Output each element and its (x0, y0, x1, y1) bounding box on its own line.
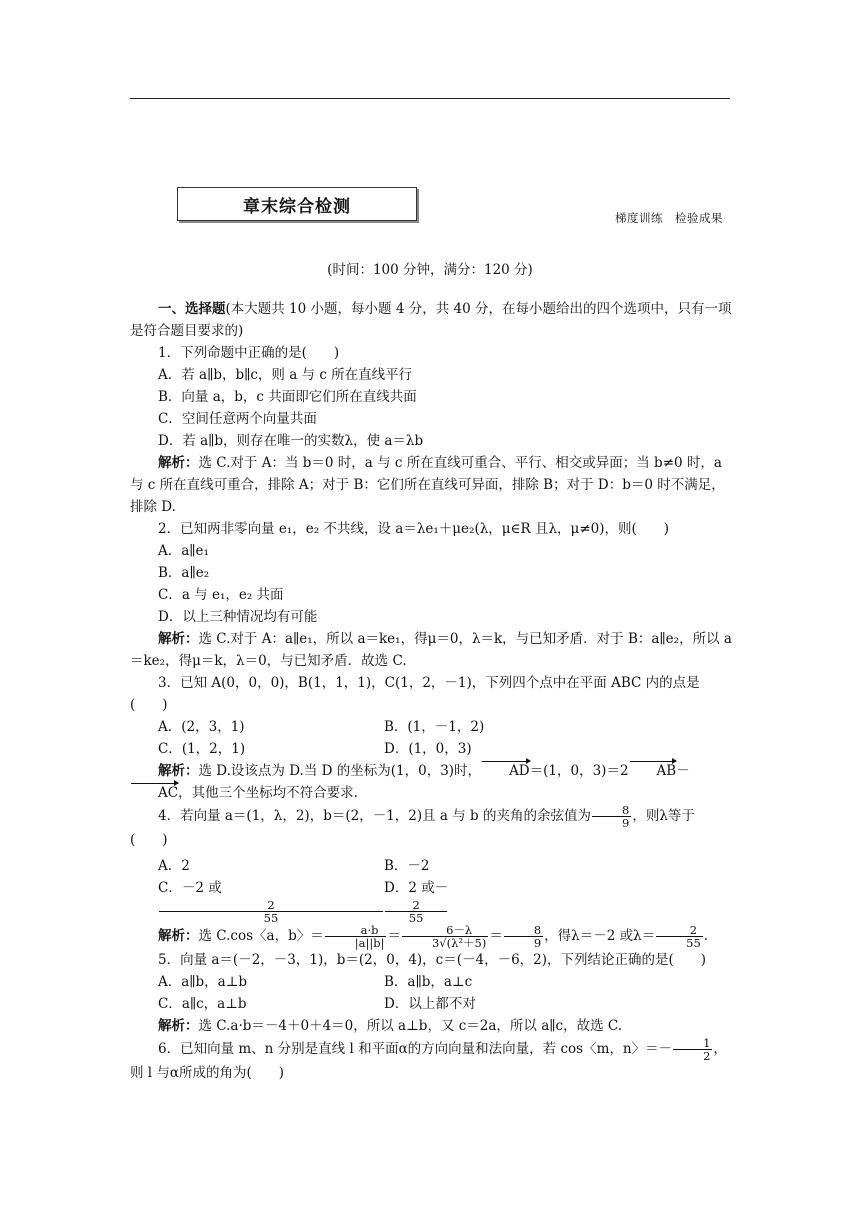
q3-analysis (130, 760, 732, 804)
q6-stem-part-1: 6．已知向量 m、n 分别是直线 l 和平面α的方向向量和法向量，若 cos〈m，n〉＝－ (158, 1041, 673, 1057)
q4-option-b: B．－2 (384, 858, 430, 874)
q4-options-row-2 (130, 877, 732, 924)
q1-option-b: B．向量 a，b，c 共面即它们所在直线共面 (158, 389, 417, 405)
q1-analysis-label: 解析： (158, 455, 199, 471)
section-intro-text: (本大题共 10 小题，每小题 4 分，共 40 分，在每小题给出的四个选项中，只有一项是符合题目要求的) (130, 301, 732, 339)
q5-option-d: D．以上都不对 (384, 996, 476, 1012)
q5-stem: 5．向量 a＝(－2，－3，1)，b＝(2，0，4)，c＝(－4，－6，2)，下列结论正确的是( ) (158, 952, 707, 968)
q3-analysis-part-3: － (676, 763, 690, 779)
fraction-denominator: 55 (686, 936, 701, 950)
fraction-numerator: 1 (673, 1037, 712, 1050)
q2-stem: 2．已知两非零向量 e₁，e₂ 不共线，设 a＝λe₁＋μe₂(λ，μ∈R 且λ，μ≠0)，则( ) (158, 521, 670, 537)
q3-options-row-2 (130, 738, 732, 760)
q3-option-b: B．(1，－1，2) (384, 719, 485, 735)
fraction-denominator: 55 (263, 911, 279, 925)
q3-option-a: A．(2，3，1) (158, 719, 245, 735)
q3-option-d: D．(1，0，3) (384, 741, 472, 757)
q2-analysis-text: 选 C.对于 A：a∥e₁，所以 a＝ke₁，得μ＝0，λ＝k，与已知矛盾．对于 B：a∥e₂，所以 a＝ke₂，得μ＝k，λ＝0，与已知矛盾．故选 C. (130, 631, 732, 669)
chapter-title (177, 187, 417, 221)
q4-stem-part-2: ，则λ等于( ) (130, 808, 695, 848)
q4-analysis-end: . (703, 928, 709, 944)
q5-option-b: B．a∥b，a⊥c (384, 974, 473, 990)
chapter-title-text: 章末综合检测 (243, 196, 351, 217)
vector-ab: AB (629, 760, 677, 782)
q4-stem-part-1: 4．若向量 a＝(1，λ，2)，b＝(2，－1，2)且 a 与 b 的夹角的余弦值为 (158, 808, 591, 824)
q4-analysis-fraction-1 (325, 924, 387, 949)
q4-analysis (130, 924, 732, 949)
chapter-subtitle: 梯度训练 检验成果 (615, 211, 723, 225)
q1-option-c: C．空间任意两个向量共面 (158, 411, 317, 427)
section-intro (130, 298, 732, 342)
q4-options-row-1 (130, 855, 732, 877)
q2-option-c: C．a 与 e₁，e₂ 共面 (158, 587, 284, 603)
q5-options-row-1 (130, 971, 732, 993)
q6-stem (130, 1037, 732, 1084)
fraction-denominator: 9 (622, 816, 630, 830)
section-heading: 一、选择题 (158, 301, 226, 317)
fraction-numerator: 2 (385, 899, 447, 912)
q5-options-row-2 (130, 993, 732, 1015)
q4-analysis-part-2: ，得λ＝－2 或λ＝ (544, 928, 656, 944)
vector-ac: AC (130, 782, 178, 804)
q4-option-c-text: C．－2 或 (158, 880, 222, 896)
fraction-numerator: 2 (656, 924, 703, 937)
fraction-numerator: 2 (159, 899, 383, 912)
q4-analysis-label: 解析： (158, 928, 199, 944)
q1-option-a: A．若 a∥b，b∥c，则 a 与 c 所在直线平行 (158, 367, 413, 383)
q2-analysis (130, 628, 732, 672)
q6-stem-fraction (673, 1037, 712, 1062)
q5-analysis (130, 1015, 732, 1037)
q4-analysis-part-1: 选 C.cos〈a，b〉＝ (198, 928, 324, 944)
time-info: (时间：100 分钟，满分：120 分) (327, 262, 533, 278)
q5-analysis-text: 选 C.a·b＝－4＋0＋4＝0，所以 a⊥b，又 c＝2a，所以 a∥c，故选 C. (198, 1018, 623, 1034)
q6-stem-part-2: ，则 l 与α所成的角为( ) (130, 1041, 727, 1081)
q3-analysis-part-2: ＝(1，0，3)＝2 (529, 763, 629, 779)
q2-option-d: D．以上三种情况均有可能 (158, 609, 318, 625)
q2-option-a: A．a∥e₁ (158, 543, 209, 559)
q3-analysis-part-4: ，其他三个坐标均不符合要求. (178, 785, 358, 801)
fraction-denominator: 2 (703, 1049, 711, 1063)
q5-analysis-label: 解析： (158, 1018, 199, 1034)
q4-option-c-fraction (159, 899, 383, 924)
q1-analysis-text: 选 C.对于 A：当 b＝0 时，a 与 c 所在直线可重合、平行、相交或异面；当 b≠0 时，a 与 c 所在直线可重合，排除 A；对于 B：它们所在直线可异面，排除 B；对于 D：b＝0 时不满足，排除 D. (130, 455, 725, 515)
q4-stem (130, 804, 732, 851)
q4-analysis-fraction-2 (402, 924, 488, 949)
q4-analysis-fraction-4 (656, 924, 703, 949)
q1-analysis (130, 452, 732, 518)
fraction-denominator: 9 (533, 936, 542, 950)
fraction-numerator: a·b (325, 924, 387, 937)
q5-option-a: A．a∥b，a⊥b (158, 974, 248, 990)
fraction-numerator: 8 (592, 804, 631, 817)
q1-stem: 1．下列命题中正确的是( ) (158, 345, 340, 361)
fraction-numerator: 6－λ (402, 924, 488, 937)
q4-analysis-fraction-3 (504, 924, 543, 949)
equals-sign: ＝ (387, 928, 401, 944)
q4-option-d (384, 877, 448, 924)
q4-option-d-text: D．2 或－ (384, 880, 449, 896)
q4-option-c (158, 877, 384, 924)
q3-options-row-1 (130, 716, 732, 738)
q3-option-c: C．(1，2，1) (158, 741, 246, 757)
vector-ad: AD (481, 760, 530, 782)
fraction-denominator: 3√(λ²＋5) (431, 936, 487, 950)
fraction-numerator: 8 (504, 924, 543, 937)
exam-content (130, 298, 732, 1084)
q3-stem: 3．已知 A(0，0，0)，B(1，1，1)，C(1，2，－1)，下列四个点中在平面 ABC 内的点是( ) (130, 675, 700, 713)
q2-analysis-label: 解析： (158, 631, 199, 647)
q3-analysis-label: 解析： (158, 763, 199, 779)
header-rule (130, 98, 730, 99)
q5-option-c: C．a∥c，a⊥b (158, 996, 247, 1012)
q4-option-d-fraction (385, 899, 447, 924)
fraction-denominator: |a||b| (354, 936, 385, 950)
equals-sign: ＝ (489, 928, 503, 944)
q4-stem-fraction (592, 804, 631, 829)
q4-option-a: A．2 (158, 858, 190, 874)
q2-option-b: B．a∥e₂ (158, 565, 210, 581)
q1-option-d: D．若 a∥b，则存在唯一的实数λ，使 a＝λb (158, 433, 424, 449)
fraction-denominator: 55 (408, 911, 424, 925)
q3-analysis-part-1: 选 D.设该点为 D.当 D 的坐标为(1，0，3)时， (198, 763, 482, 779)
